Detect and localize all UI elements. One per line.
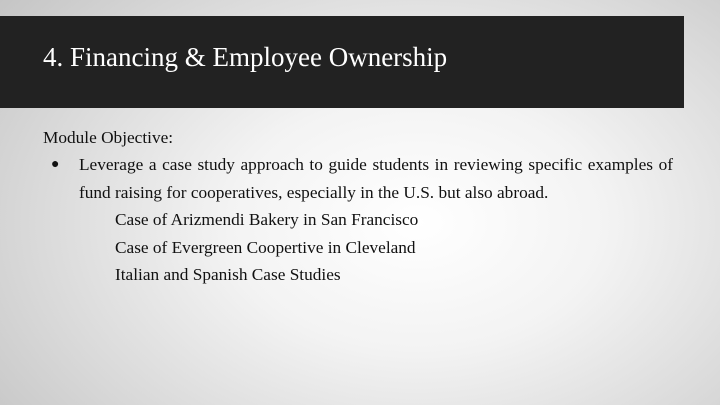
case-item-arizmendi: Case of Arizmendi Bakery in San Francisco [115, 210, 419, 230]
slide-body [43, 124, 673, 288]
bullet-text: Leverage a case study approach to guide students in reviewing specific examples of fund raising for cooperatives, especially in the U.S. but also abroad. [79, 155, 673, 202]
case-item-italian-spanish: Italian and Spanish Case Studies [115, 265, 341, 285]
case-list [43, 206, 673, 288]
bullet-icon: ● [51, 157, 60, 173]
slide-title: 4. Financing & Employee Ownership [43, 42, 448, 72]
bullet-item [43, 151, 673, 206]
case-item-evergreen: Case of Evergreen Coopertive in Cleveland [115, 237, 416, 257]
objective-label: Module Objective: [43, 128, 174, 147]
